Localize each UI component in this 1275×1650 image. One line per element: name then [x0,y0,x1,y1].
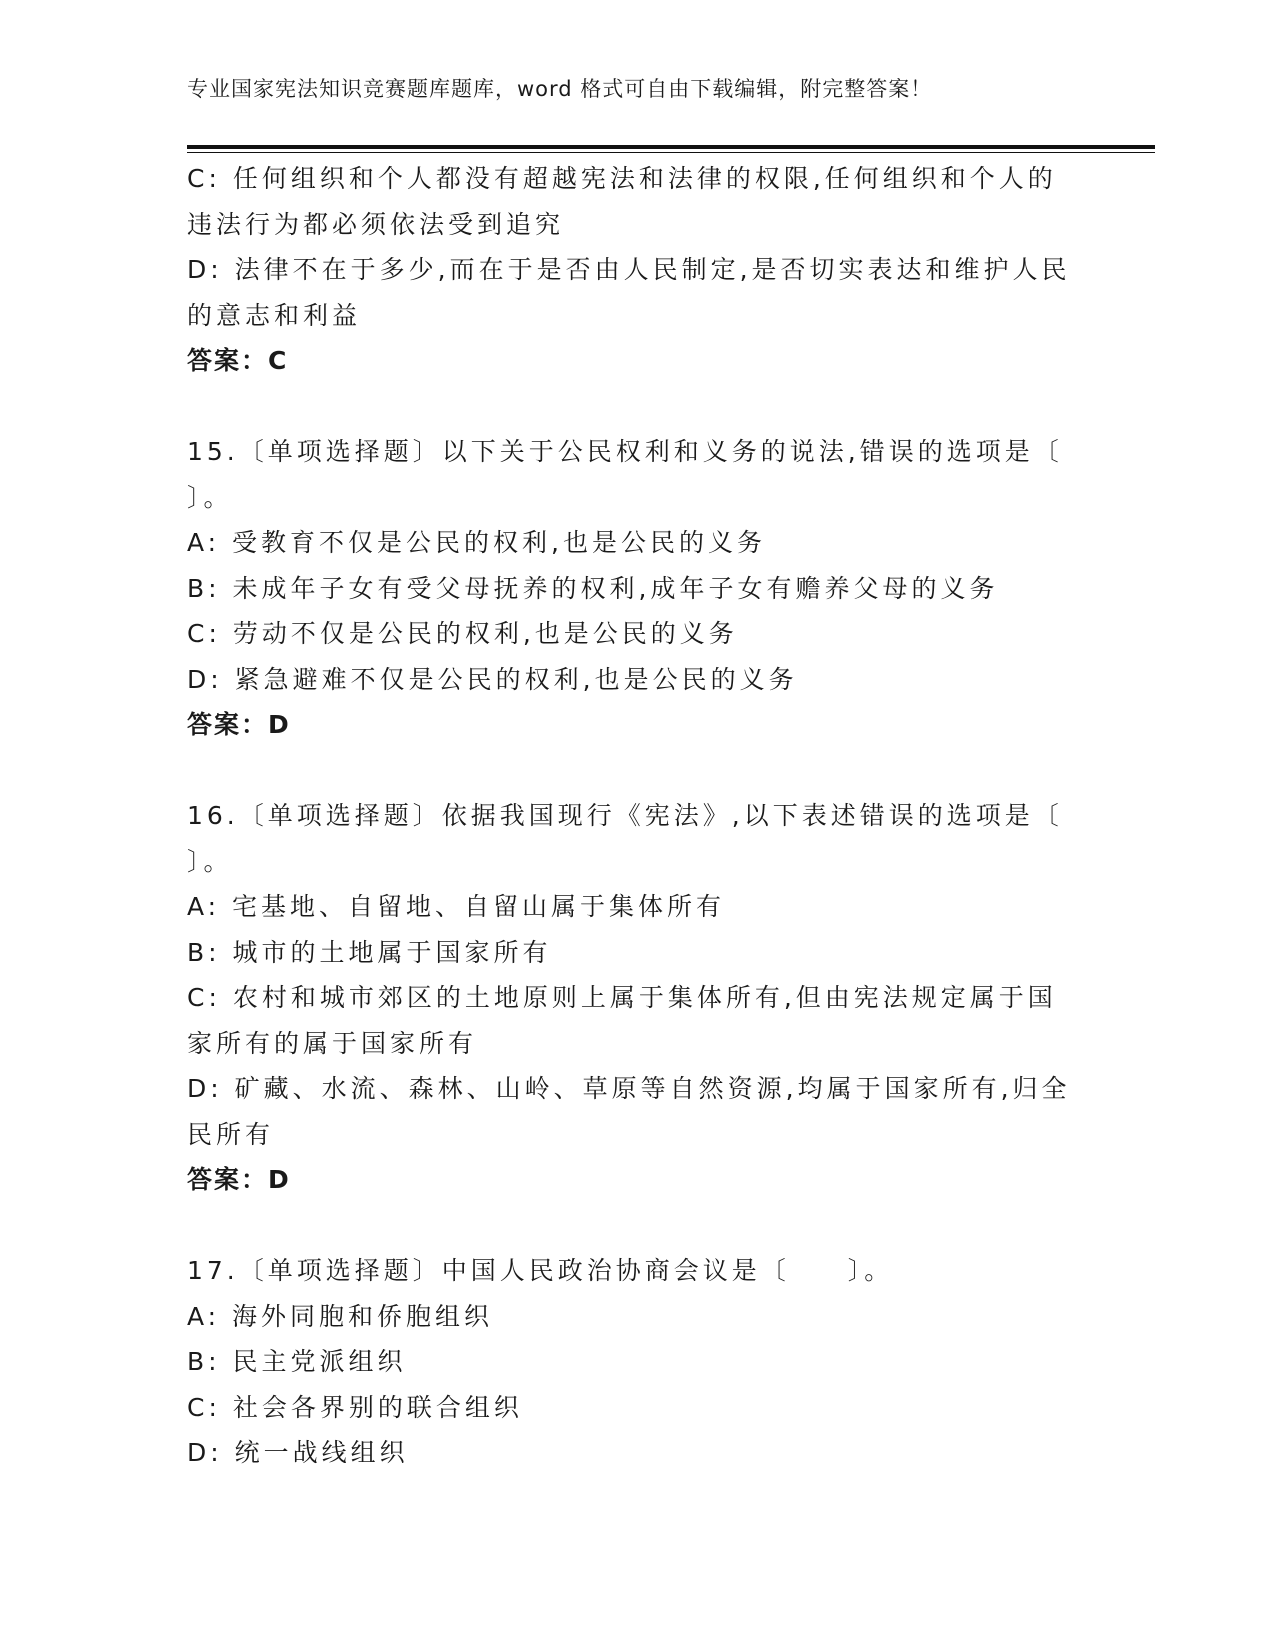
header-divider-thin [187,152,1155,153]
question-stem: 17.〔单项选择题〕中国人民政治协商会议是〔 〕。 [187,1256,894,1285]
question-15 [187,429,1077,748]
option-c: C: 农村和城市郊区的土地原则上属于集体所有,但由宪法规定属于国 [187,983,1057,1012]
option-line: D: 法律不在于多少,而在于是否由人民制定,是否切实表达和维护人民 [187,255,1071,284]
option-d: D: 统一战线组织 [187,1438,409,1467]
document-body [187,156,1077,1476]
question-stem: 15.〔单项选择题〕以下关于公民权利和义务的说法,错误的选项是〔 [187,437,1063,466]
page-header: 专业国家宪法知识竞赛题库题库，word 格式可自由下载编辑，附完整答案！ [187,77,933,101]
option-a: A: 宅基地、自留地、自留山属于集体所有 [187,892,726,921]
option-line: C: 任何组织和个人都没有超越宪法和法律的权限,任何组织和个人的 [187,164,1057,193]
option-b: B: 城市的土地属于国家所有 [187,937,552,967]
option-line: 的意志和利益 [187,300,362,330]
option-d [187,247,1077,338]
prev-question [187,156,1077,384]
option-c-continued: 家所有的属于国家所有 [187,1028,478,1058]
option-c [187,156,1077,247]
option-c: C: 社会各界别的联合组织 [187,1392,523,1422]
option-line: 违法行为都必须依法受到追究 [187,209,565,239]
option-a: A: 海外同胞和侨胞组织 [187,1301,494,1331]
question-16 [187,793,1077,1203]
option-b: B: 民主党派组织 [187,1347,407,1376]
option-c: C: 劳动不仅是公民的权利,也是公民的义务 [187,619,738,648]
answer-line: 答案：D [187,710,291,739]
question-stem: 16.〔单项选择题〕依据我国现行《宪法》,以下表述错误的选项是〔 [187,801,1063,830]
question-stem: 〕。 [187,482,233,512]
answer-line: 答案：C [187,346,289,375]
question-stem: 〕。 [187,846,233,876]
question-17 [187,1248,1077,1476]
option-a: A: 受教育不仅是公民的权利,也是公民的义务 [187,528,766,557]
header-divider-thick [187,145,1155,149]
option-d: D: 紧急避难不仅是公民的权利,也是公民的义务 [187,664,798,694]
option-b: B: 未成年子女有受父母抚养的权利,成年子女有赡养父母的义务 [187,573,999,603]
answer-line: 答案：D [187,1165,291,1194]
option-d: D: 矿藏、水流、森林、山岭、草原等自然资源,均属于国家所有,归全 [187,1074,1071,1103]
option-d-continued: 民所有 [187,1119,275,1149]
